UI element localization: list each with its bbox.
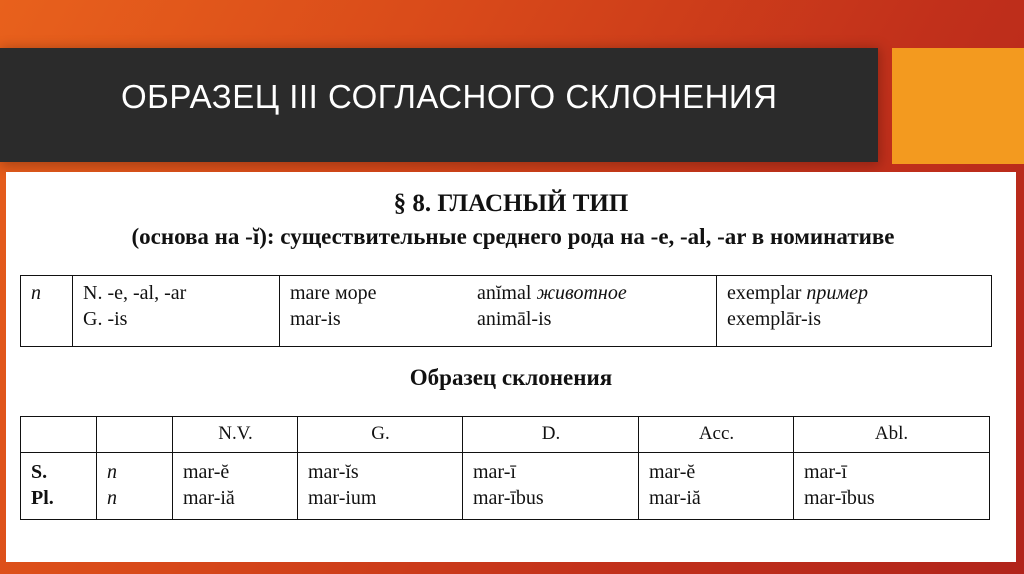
form-singular: mar-ĭs xyxy=(308,461,359,483)
case-cell-nv xyxy=(172,452,299,520)
number-cell xyxy=(20,452,98,520)
example-cell-exemplar xyxy=(716,275,992,347)
case-cell-acc xyxy=(638,452,795,520)
form-singular: mar-ĕ xyxy=(649,461,696,483)
accent-block xyxy=(892,48,1024,164)
top-gender: n xyxy=(31,282,41,304)
header-g: G. xyxy=(297,416,464,454)
case-cell-g xyxy=(297,452,464,520)
content-image xyxy=(6,172,1016,562)
example-genitive: animāl-is xyxy=(477,308,552,330)
form-singular: mar-ī xyxy=(473,461,516,483)
top-endings-cell xyxy=(72,275,281,347)
header-cell xyxy=(96,416,174,454)
case-cell-d xyxy=(462,452,640,520)
example-genitive: mar-is xyxy=(290,308,341,330)
form-plural: mar-iă xyxy=(183,487,235,509)
example-cell-mare xyxy=(279,275,383,347)
gender-cell xyxy=(96,452,174,520)
example-latin: exemplar xyxy=(727,282,807,304)
example-genitive: exemplār-is xyxy=(727,308,822,330)
header-d: D. xyxy=(462,416,640,454)
ending-line: G. -is xyxy=(83,308,128,330)
slide-title: ОБРАЗЕЦ III СОГЛАСНОГО СКЛОНЕНИЯ xyxy=(121,78,778,115)
form-singular: mar-ī xyxy=(804,461,847,483)
form-plural: mar-ībus xyxy=(804,487,875,509)
ending-line: N. -e, -al, -ar xyxy=(83,282,187,304)
number-plural: Pl. xyxy=(31,487,54,509)
example-translation: море xyxy=(334,282,377,304)
example-translation: пример xyxy=(806,282,869,304)
header-acc: Acc. xyxy=(638,416,795,454)
form-plural: mar-ium xyxy=(308,487,377,509)
gender-plural: n xyxy=(107,487,117,509)
gender-singular: n xyxy=(107,461,117,483)
top-table-gap xyxy=(381,275,468,347)
section-heading: § 8. ГЛАСНЫЙ ТИП xyxy=(393,190,629,217)
header-nv: N.V. xyxy=(172,416,299,454)
top-gender-cell xyxy=(20,275,74,347)
form-plural: mar-iă xyxy=(649,487,701,509)
declension-caption: Образец склонения xyxy=(409,365,613,390)
example-cell-animal xyxy=(466,275,718,347)
example-latin: mare xyxy=(290,282,335,304)
example-latin: anĭmal xyxy=(477,282,537,304)
case-cell-abl xyxy=(793,452,990,520)
header-cell xyxy=(20,416,98,454)
number-singular: S. xyxy=(31,461,48,483)
form-singular: mar-ĕ xyxy=(183,461,230,483)
example-translation: животное xyxy=(536,282,627,304)
section-subheading: (основа на -ĭ): существительные среднего рода на -e, -al, -ar в номинативе xyxy=(131,224,895,249)
form-plural: mar-ībus xyxy=(473,487,544,509)
header-abl: Abl. xyxy=(793,416,990,454)
